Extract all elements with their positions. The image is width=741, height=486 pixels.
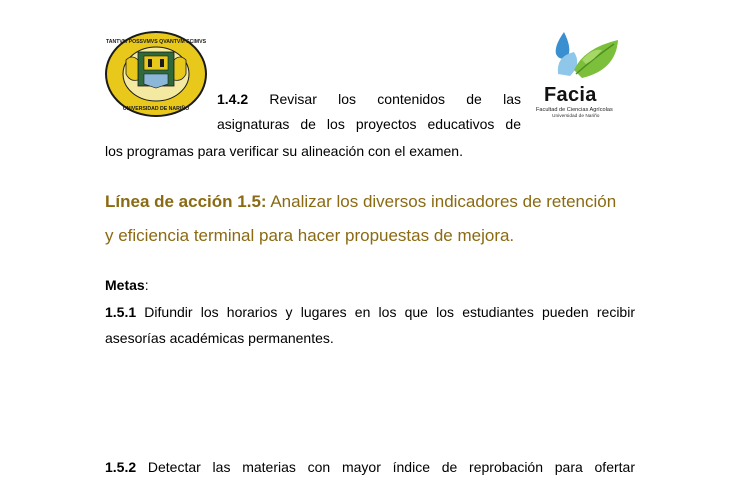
item-151-line-2: asesorías académicas permanentes.: [105, 330, 334, 346]
action-line-heading: Línea de acción 1.5: Analizar los diversos indicadores de retención: [105, 192, 617, 211]
item-151-line-1: 1.5.1 Difundir los horarios y lugares en los que los estudiantes pueden recibir: [105, 304, 635, 320]
svg-text:TANTVM POSSVMVS QVANTVM SCIMVS: TANTVM POSSVMVS QVANTVM SCIMVS: [105, 39, 207, 45]
action-line-continuation: y eficiencia terminal para hacer propuestas de mejora.: [105, 226, 515, 245]
item-151-number: 1.5.1: [105, 304, 137, 320]
item-152-line-1: 1.5.2 Detectar las materias con mayor índice de reprobación para ofertar: [105, 459, 635, 475]
item-142-line-1: 1.4.2 Revisar los contenidos de las: [217, 91, 521, 107]
item-142-line-2: asignaturas de los proyectos educativos de: [217, 116, 521, 132]
leaf-drop-icon: [530, 30, 630, 86]
facia-university: Universidad de Nariño: [552, 114, 600, 119]
facia-logo: [530, 30, 630, 125]
facia-subtitle: Facultad de Ciencias Agrícolas: [536, 107, 613, 113]
item-142-number: 1.4.2: [217, 91, 249, 107]
action-line-label: Línea de acción 1.5:: [105, 192, 267, 211]
university-seal-logo: [104, 30, 208, 118]
item-142-line-3: los programas para verificar su alineación con el examen.: [105, 143, 463, 159]
item-152-number: 1.5.2: [105, 459, 137, 475]
svg-text:UNIVERSIDAD DE NARIÑO: UNIVERSIDAD DE NARIÑO: [122, 106, 190, 112]
facia-wordmark: Facia: [544, 84, 597, 106]
metas-heading: Metas:: [105, 277, 149, 293]
